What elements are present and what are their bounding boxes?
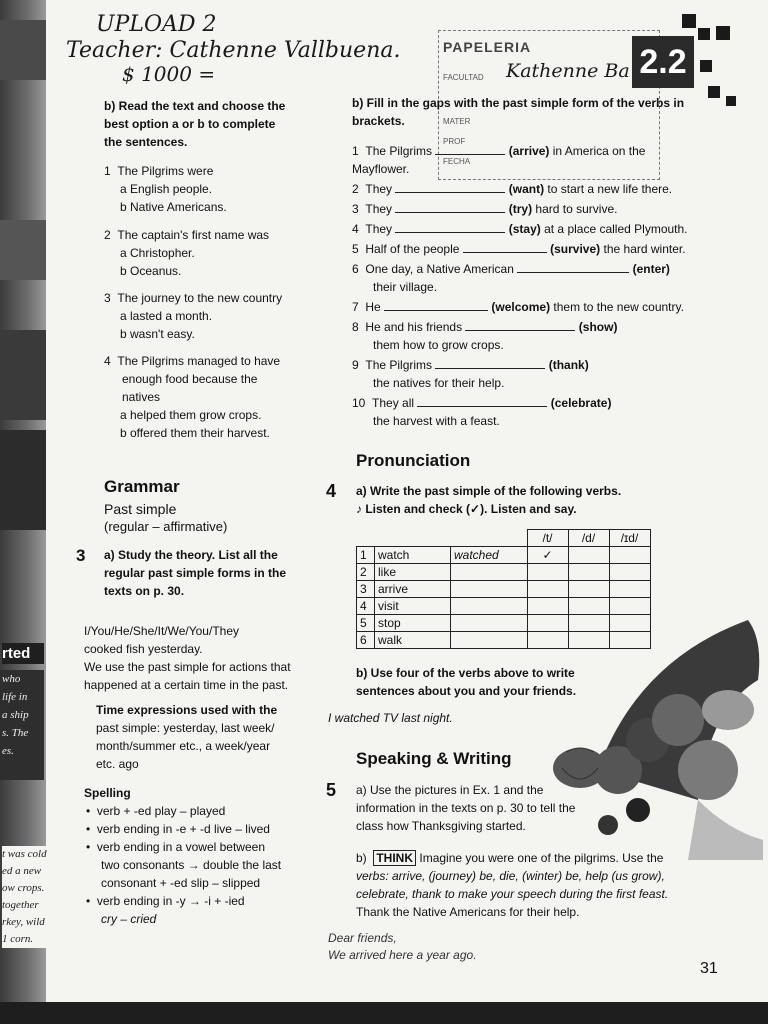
grammar-subtitle: Past simple — [104, 501, 177, 517]
item-verb: (stay) — [508, 222, 541, 236]
gap-input[interactable] — [417, 394, 547, 407]
margin-text-panel — [0, 670, 44, 780]
decor-square — [708, 86, 720, 98]
mc-question-2 — [104, 226, 314, 280]
item-text: hard to survive. — [535, 202, 618, 216]
question-number: 3 — [104, 291, 111, 305]
exercise-number: 5 — [326, 780, 337, 800]
margin-line: who — [2, 673, 21, 685]
decor-square — [700, 60, 712, 72]
handwritten-teacher: Teacher: Cathenne Vallbuena. — [66, 38, 401, 63]
handwritten-price: $ 1000 = — [122, 62, 216, 86]
instruction-line: class how Thanksgiving started. — [356, 819, 526, 833]
row-verb: stop — [375, 615, 451, 632]
row-number: 6 — [357, 632, 375, 649]
row-number: 2 — [357, 564, 375, 581]
spelling-rule: verb ending in -e + -d live – lived — [96, 822, 270, 836]
right-b-instructions — [352, 94, 692, 130]
stamp-materia: MATER — [443, 117, 471, 126]
pronunciation-heading: Pronunciation — [356, 451, 471, 470]
row-past-input[interactable] — [451, 615, 528, 632]
gap-input[interactable] — [463, 240, 547, 253]
margin-heading: rted — [2, 643, 44, 664]
item-number: 7 — [352, 300, 359, 314]
row-verb: visit — [375, 598, 451, 615]
item-verb: (try) — [508, 202, 533, 216]
cornucopia-illustration — [578, 600, 768, 860]
header-t: /t/ — [527, 530, 568, 547]
stamp-profesor: PROF — [443, 137, 466, 146]
spelling-rule: verb ending in -y → -i + -ied — [96, 894, 245, 908]
option-a[interactable]: a helped them grow crops. — [120, 408, 262, 422]
margin-line: t was cold — [2, 848, 47, 860]
row-check[interactable] — [609, 547, 650, 564]
gap-input[interactable] — [435, 356, 545, 369]
spelling-rules: • verb + -ed play – played • verb ending in -e + -d live – lived • verb ending in a vowel between two consonants → double the last consonant + -ed slip – slipped • verb ending in -y → -i + -ied cry – cried — [86, 802, 316, 928]
margin-photo — [0, 430, 46, 530]
option-b[interactable]: b Oceanus. — [120, 264, 182, 278]
speaking-heading: Speaking & Writing — [356, 749, 512, 768]
header-d: /d/ — [568, 530, 609, 547]
instruction-line: celebrate, thank to make your speech during the first feast. — [356, 887, 669, 901]
row-number: 1 — [357, 547, 375, 564]
theory-line: etc. ago — [96, 757, 139, 771]
item-text: They — [365, 202, 393, 216]
decor-square — [716, 26, 730, 40]
time-expressions — [96, 701, 316, 773]
item-text: the natives for their help. — [373, 376, 505, 390]
mc-question-1 — [104, 162, 314, 216]
speech-line: Dear friends, — [328, 931, 397, 945]
row-verb: arrive — [375, 581, 451, 598]
gap-input[interactable] — [465, 318, 575, 331]
item-number: 3 — [352, 202, 359, 216]
row-number: 5 — [357, 615, 375, 632]
item-number: 5 — [352, 242, 359, 256]
row-number: 4 — [357, 598, 375, 615]
question-number: 4 — [104, 354, 111, 368]
item-verb: (celebrate) — [550, 396, 612, 410]
exercise-number: 3 — [76, 546, 86, 565]
decor-square — [682, 14, 696, 28]
speech-example — [328, 930, 477, 964]
question-stem: enough food because the — [122, 372, 258, 386]
item-verb: (thank) — [548, 358, 589, 372]
gap-input[interactable] — [395, 220, 505, 233]
item-number: 2 — [352, 182, 359, 196]
row-past-input[interactable] — [451, 632, 528, 649]
handwritten-upload: UPLOAD 2 — [96, 12, 217, 37]
table-row — [357, 547, 651, 564]
item-text: Half of the people — [365, 242, 460, 256]
option-a[interactable]: a lasted a month. — [120, 309, 213, 323]
spelling-heading: Spelling — [84, 786, 131, 800]
item-text: They — [365, 182, 393, 196]
speaking-b-instructions: b) THINK Imagine you were one of the pilgrims. Use the verbs: arrive, (journey) be, die, (winter) be, help (us grow), celebrate, thank to make your speech during the first feast. Thank the Native Americans for their help. — [356, 849, 686, 921]
left-b-instructions — [104, 97, 314, 151]
margin-line: ow crops. — [2, 882, 45, 894]
grammar-theory — [84, 622, 314, 694]
handwritten-student-name: Kathenne Ba — [506, 60, 630, 82]
instruction-line: sentences about you and your friends. — [356, 684, 577, 698]
margin-line: together — [2, 899, 39, 911]
question-stem: The Pilgrims managed to have — [117, 354, 281, 368]
item-text: He and his friends — [365, 320, 463, 334]
row-check[interactable] — [568, 564, 609, 581]
question-number: 1 — [104, 164, 111, 178]
margin-line: a ship — [2, 709, 29, 721]
item-text: The Pilgrims — [365, 144, 433, 158]
header-id: /ɪd/ — [609, 530, 650, 547]
mc-question-3 — [104, 289, 314, 343]
stamp-fecha: FECHA — [443, 157, 471, 166]
instruction-line: Imagine you were one of the pilgrims. Use the — [419, 851, 664, 865]
row-past-input[interactable] — [451, 598, 528, 615]
row-check[interactable] — [527, 615, 568, 632]
item-text: They all — [372, 396, 415, 410]
instruction-line: the sentences. — [104, 135, 188, 149]
item-text: The Pilgrims — [365, 358, 433, 372]
unit-badge — [632, 36, 694, 88]
row-verb: like — [375, 564, 451, 581]
margin-line: life in — [2, 691, 28, 703]
row-check[interactable] — [527, 564, 568, 581]
question-stem: The Pilgrims were — [117, 164, 214, 178]
row-verb: walk — [375, 632, 451, 649]
exercise-number: 4 — [326, 481, 337, 501]
unit-number: 2.2 — [639, 43, 687, 81]
theory-line: I/You/He/She/It/We/You/They — [84, 624, 239, 638]
option-b[interactable]: b offered them their harvest. — [120, 426, 270, 440]
think-badge: THINK — [373, 850, 416, 866]
row-check[interactable] — [568, 547, 609, 564]
row-past-input[interactable]: watched — [451, 547, 528, 564]
fill-gaps-list — [352, 142, 697, 430]
instruction-line: b) Fill in the gaps with the past simple form of the verbs in — [352, 96, 685, 110]
row-past-input[interactable] — [451, 581, 528, 598]
decor-square — [726, 96, 736, 106]
decor-square — [698, 28, 710, 40]
instruction-line: b) Read the text and choose the — [104, 99, 286, 113]
instruction-line: a) Write the past simple of the following verbs. — [356, 484, 622, 498]
item-text: the hard winter. — [603, 242, 686, 256]
gap-input[interactable] — [384, 298, 488, 311]
gap-input[interactable] — [395, 180, 505, 193]
item-text: them how to grow crops. — [373, 338, 504, 352]
item-verb: (enter) — [632, 262, 670, 276]
row-verb: watch — [375, 547, 451, 564]
margin-line: ed a new — [2, 865, 42, 877]
audio-icon[interactable]: ♪ — [356, 502, 362, 516]
grammar-subtitle: (regular – affirmative) — [104, 519, 228, 534]
instruction-line: regular past simple forms in the — [104, 566, 287, 580]
pumpkin-icon — [552, 742, 608, 790]
grammar-instructions — [104, 546, 314, 600]
pronunciation-b-instructions — [356, 664, 616, 700]
option-a[interactable]: a English people. — [120, 182, 213, 196]
option-b[interactable]: b wasn't easy. — [120, 327, 195, 341]
pronunciation-instructions — [356, 482, 686, 518]
margin-photo — [0, 20, 46, 80]
item-number: 8 — [352, 320, 359, 334]
item-text: He — [365, 300, 381, 314]
spelling-rule: verb ending in a vowel between — [96, 840, 265, 854]
row-number: 3 — [357, 581, 375, 598]
instruction-line: best option a or b to complete — [104, 117, 276, 131]
table-row — [357, 581, 651, 598]
instruction-line: information in the texts on p. 30 to tell the — [356, 801, 576, 815]
theory-line: We use the past simple for actions that — [84, 660, 291, 674]
item-text: in America on the Mayflower. — [352, 144, 646, 176]
theory-line: happened at a certain time in the past. — [84, 678, 289, 692]
item-text: to start a new life there. — [547, 182, 673, 196]
gap-input[interactable] — [517, 260, 629, 273]
margin-line: rkey, wild — [2, 916, 45, 928]
instruction-line: brackets. — [352, 114, 405, 128]
question-stem: The journey to the new country — [117, 291, 283, 305]
option-b[interactable]: b Native Americans. — [120, 200, 227, 214]
gap-input[interactable] — [435, 142, 505, 155]
item-verb: (show) — [578, 320, 618, 334]
item-verb: (arrive) — [508, 144, 550, 158]
row-check[interactable] — [527, 598, 568, 615]
instruction-line: texts on p. 30. — [104, 584, 185, 598]
option-a[interactable]: a Christopher. — [120, 246, 195, 260]
item-number: 10 — [352, 396, 366, 410]
table-row — [357, 564, 651, 581]
item-number: 9 — [352, 358, 359, 372]
spelling-rule: consonant + -ed slip – slipped — [101, 876, 261, 890]
item-text: They — [365, 222, 393, 236]
item-number: 1 — [352, 144, 359, 158]
item-text: them to the new country. — [553, 300, 684, 314]
pronunciation-example: I watched TV last night. — [328, 711, 453, 725]
item-verb: (welcome) — [491, 300, 551, 314]
item-text: their village. — [373, 280, 438, 294]
theory-line: past simple: yesterday, last week/ — [96, 721, 275, 735]
spelling-rule: two consonants → double the last — [101, 858, 282, 872]
question-number: 2 — [104, 228, 111, 242]
instruction-line: a) Use the pictures in Ex. 1 and the — [356, 783, 544, 797]
margin-line: 1 corn. — [2, 933, 34, 945]
spelling-rule: verb + -ed play – played — [96, 804, 226, 818]
speech-line: We arrived here a year ago. — [328, 948, 477, 962]
row-check[interactable] — [609, 581, 650, 598]
question-stem: natives — [122, 390, 161, 404]
margin-photo — [0, 220, 46, 280]
instruction-line: Listen and check (✓). Listen and say. — [365, 502, 577, 516]
item-text: One day, a Native American — [365, 262, 514, 276]
mc-question-4 — [104, 352, 314, 442]
theory-line: cooked fish yesterday. — [84, 642, 203, 656]
instruction-line: a) Study the theory. List all the — [104, 548, 278, 562]
table-header-row — [357, 530, 651, 547]
theory-line: Time expressions used with the — [96, 703, 278, 717]
row-check[interactable] — [527, 632, 568, 649]
page-number: 31 — [700, 960, 718, 977]
margin-photo — [0, 330, 46, 420]
instruction-line: b) Use four of the verbs above to write — [356, 666, 575, 680]
stamp-title: PAPELERIA — [443, 39, 532, 55]
item-verb: (survive) — [550, 242, 601, 256]
item-text: at a place called Plymouth. — [544, 222, 688, 236]
item-number: 6 — [352, 262, 359, 276]
row-check[interactable] — [609, 564, 650, 581]
spelling-rule: cry – cried — [101, 912, 157, 926]
grammar-heading: Grammar — [104, 477, 180, 496]
instruction-line: verbs: arrive, (journey) be, die, (winter) be, help (us grow), — [356, 869, 665, 883]
row-check[interactable] — [568, 581, 609, 598]
gap-input[interactable] — [395, 200, 505, 213]
margin-line: s. The — [2, 727, 29, 739]
item-verb: (want) — [508, 182, 545, 196]
row-check[interactable] — [527, 581, 568, 598]
margin-line: es. — [2, 745, 14, 757]
row-check[interactable]: ✓ — [527, 547, 568, 564]
theory-line: month/summer etc., a week/year — [96, 739, 271, 753]
item-number: 4 — [352, 222, 359, 236]
item-text: the harvest with a feast. — [373, 414, 500, 428]
margin-bottom-text — [2, 846, 62, 948]
row-past-input[interactable] — [451, 564, 528, 581]
instruction-line: Thank the Native Americans for their help. — [356, 905, 580, 919]
question-stem: The captain's first name was — [117, 228, 270, 242]
bottom-bar — [0, 1002, 768, 1024]
stamp-facultad: FACULTAD — [443, 73, 484, 82]
